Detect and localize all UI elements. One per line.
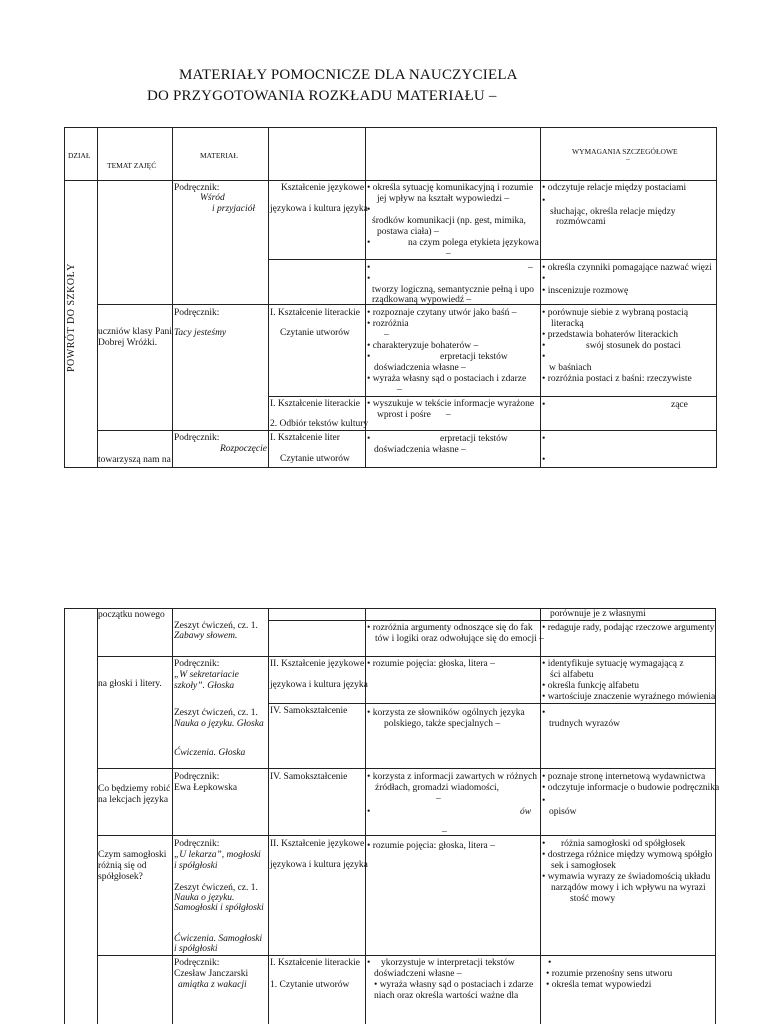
table-1-col-line xyxy=(97,127,98,467)
requirement-item: postawa ciała) – xyxy=(377,227,439,237)
requirement-item: • określa sytuację komunikacyjną i rozumie xyxy=(367,183,534,193)
material-label: Podręcznik: xyxy=(174,659,220,669)
material-title: „W sekretariacie xyxy=(174,670,239,680)
area-label: językowa i kultura języka xyxy=(270,860,368,870)
table-1-col-line xyxy=(540,127,541,467)
detailed-requirement: • inscenizuje rozmowę xyxy=(542,286,629,296)
detailed-requirement: trudnych wyrazów xyxy=(549,719,620,729)
detailed-requirement: ści alfabetu xyxy=(550,670,594,680)
area-label: II. Kształcenie językowe xyxy=(270,839,365,849)
lesson-topic: na lekcjach języka xyxy=(98,795,169,805)
detailed-requirement: • dostrzega różnice między wymową spółgło xyxy=(542,850,713,860)
material-title: Ćwiczenia. Samogłoski xyxy=(174,934,263,944)
requirement-item: • rozumie pojęcia: głoska, litera – xyxy=(367,841,495,851)
requirement-item: • xyxy=(367,263,371,273)
requirement-item: źródłach, gromadzi wiadomości, xyxy=(375,783,499,793)
requirement-item: • wyraża własny sąd o postaciach i zdarze xyxy=(367,374,527,384)
detailed-requirement: opisów xyxy=(549,807,577,817)
table-1-row-line xyxy=(268,259,716,260)
detailed-requirement: • xyxy=(542,274,546,284)
material-label: Podręcznik: xyxy=(174,958,220,968)
detailed-requirement: w baśniach xyxy=(549,363,592,373)
table-2-row-line xyxy=(97,656,716,657)
requirement-item: wprost i pośre xyxy=(377,410,431,420)
requirement-item: na czym polega etykieta językowa xyxy=(408,238,539,248)
area-label: Czytanie utworów xyxy=(280,328,350,338)
header-wymagania-dash: – xyxy=(626,154,630,163)
requirement-item: • rozpoznaje czytany utwór jako baśń – xyxy=(367,308,517,318)
detailed-requirement: • xyxy=(542,708,546,718)
lesson-topic: Dobrej Wróżki. xyxy=(98,338,158,348)
requirement-item: • xyxy=(367,205,371,215)
requirement-item: erpretacji tekstów xyxy=(440,434,508,444)
area-label: 2. Odbiór tekstów kultury xyxy=(270,419,369,429)
requirement-item: ykorzystuje w interpretacji tekstów xyxy=(381,958,515,968)
table-1-col-line xyxy=(268,127,269,467)
requirement-item: – xyxy=(397,385,402,395)
lesson-topic: początku nowego xyxy=(98,610,165,620)
material-label: Podręcznik: xyxy=(174,308,220,318)
detailed-requirement: narządów mowy i ich wpływu na wyrazi xyxy=(551,883,706,893)
requirement-item: ów xyxy=(520,807,532,817)
material-label: Zeszyt ćwiczeń, cz. 1. xyxy=(174,621,258,631)
detailed-requirement: • określa temat wypowiedzi xyxy=(546,980,652,990)
table-1-col-line xyxy=(172,127,173,467)
material-title: amiątka z wakacji xyxy=(178,980,247,990)
header-wymagania: WYMAGANIA SZCZEGÓŁOWE xyxy=(572,147,678,156)
detailed-requirement: stość mowy xyxy=(570,894,616,904)
table-2-col-line xyxy=(172,608,173,1024)
requirement-item: – xyxy=(442,827,447,837)
detailed-requirement: • odczytuje informacje o budowie podręcznika xyxy=(542,783,720,793)
detailed-requirement: • identyfikuje sytuację wymagającą z xyxy=(542,659,684,669)
requirement-item: – xyxy=(436,794,441,804)
detailed-requirement: • określa czynniki pomagające nazwać więzi xyxy=(542,263,712,273)
requirement-item: • rozróżnia argumenty odnoszące się do fak xyxy=(367,623,533,633)
area-label: IV. Samokształcenie xyxy=(270,772,348,782)
detailed-requirement: • wartościuje znaczenie wyraźnego mówienia xyxy=(542,692,716,702)
material-title: Wśród xyxy=(200,193,225,203)
lesson-topic: spółgłosek? xyxy=(98,872,143,882)
material-label: Podręcznik: xyxy=(174,839,220,849)
material-title: Tacy jesteśmy xyxy=(174,328,227,338)
lesson-topic: na głoski i litery. xyxy=(98,679,162,689)
material-title: Rozpoczęcie xyxy=(220,444,267,454)
area-label: Kształcenie językowe xyxy=(281,183,365,193)
detailed-requirement: • xyxy=(542,455,546,465)
table-2-col-line xyxy=(268,608,269,1024)
detailed-requirement: • poznaje stronę internetową wydawnictwa xyxy=(542,772,706,782)
material-label: Podręcznik: xyxy=(174,772,220,782)
requirement-item: • xyxy=(367,958,371,968)
requirement-item: tów i logiki oraz odwołujące się do emocji – xyxy=(375,634,544,644)
requirement-item: erpretacji tekstów xyxy=(440,352,508,362)
area-label: 1. Czytanie utworów xyxy=(270,980,350,990)
requirement-item: polskiego, także specjalnych – xyxy=(384,719,501,729)
requirement-item: • wyszukuje w tekście informacje wyrażone xyxy=(367,399,535,409)
requirement-item: środków komunikacji (np. gest, mimika, xyxy=(372,216,526,226)
detailed-requirement: sek i samogłosek xyxy=(551,861,616,871)
requirement-item: • xyxy=(367,274,371,284)
area-label: Czytanie utworów xyxy=(280,454,350,464)
table-2-row-line xyxy=(97,835,716,836)
header-temat: TEMAT ZAJĘĆ xyxy=(107,161,157,170)
detailed-requirement: • xyxy=(542,352,546,362)
material-label: Zeszyt ćwiczeń, cz. 1. xyxy=(174,883,258,893)
requirement-item: – xyxy=(446,410,451,420)
material-title: Zabawy słowem. xyxy=(174,631,238,641)
area-label: I. Kształcenie literackie xyxy=(270,958,360,968)
material-title: i przyjaciół xyxy=(212,204,256,214)
area-label: językowa i kultura języka xyxy=(270,680,368,690)
requirement-item: • wyraża własny sąd o postaciach i zdarze xyxy=(374,980,534,990)
material-title: Nauka o języku. Głoska xyxy=(174,719,264,729)
section-label: POWRÓT DO SZKOŁY xyxy=(66,263,77,372)
requirement-item: niach oraz określa wartości ważne dla xyxy=(374,991,519,1001)
document-title-line-2: DO PRZYGOTOWANIA ROZKŁADU MATERIAŁU – xyxy=(147,88,497,104)
lesson-topic: towarzyszą nam na xyxy=(98,455,171,465)
table-2-col-line xyxy=(64,608,65,1024)
requirement-item: rządkowaną wypowiedź – xyxy=(372,295,472,305)
table-2-col-line xyxy=(540,608,541,1024)
detailed-requirement: • wymawia wyrazy ze świadomością układu xyxy=(542,872,711,882)
requirement-item: • korzysta ze słowników ogólnych języka xyxy=(367,708,525,718)
table-2-col-line xyxy=(365,608,366,1024)
requirement-item: • charakteryzuje bohaterów – xyxy=(367,341,479,351)
requirement-item: tworzy logiczną, semantycznie pełną i upo xyxy=(372,285,534,295)
material-title: Ćwiczenia. Głoska xyxy=(174,748,246,758)
detailed-requirement: • porównuje siebie z wybraną postacią xyxy=(542,308,689,318)
requirement-item: – xyxy=(446,249,451,259)
material-title: i spółgłoski xyxy=(174,944,218,954)
detailed-requirement: • xyxy=(542,434,546,444)
material-title: Nauka o języku. xyxy=(174,893,235,903)
area-label: IV. Samokształcenie xyxy=(270,706,348,716)
requirement-item: – xyxy=(384,330,389,340)
table-2-col-line xyxy=(715,608,716,1024)
material-label: Podręcznik: xyxy=(174,183,220,193)
detailed-requirement: • xyxy=(542,196,546,206)
area-label: I. Kształcenie liter xyxy=(270,433,340,443)
area-label: językowa i kultura języka xyxy=(270,204,368,214)
lesson-topic: Co będziemy robić xyxy=(98,784,171,794)
table-2-row-line xyxy=(97,768,716,769)
detailed-requirement: • xyxy=(542,341,546,351)
detailed-requirement: • redaguje rady, podając rzeczowe argumenty xyxy=(542,623,715,633)
header-material: MATERIAŁ xyxy=(200,151,238,160)
requirement-item: • xyxy=(367,434,371,444)
requirement-item: • rozróżnia xyxy=(367,319,409,329)
detailed-requirement: • xyxy=(542,839,546,849)
detailed-requirement: • xyxy=(548,958,552,968)
detailed-requirement: literacką xyxy=(551,319,584,329)
table-2-row-line xyxy=(97,955,716,956)
requirement-item: – xyxy=(528,263,533,273)
table-2-col-line xyxy=(97,608,98,1024)
requirement-item: • xyxy=(367,238,371,248)
material-author: Ewa Łepkowska xyxy=(174,783,238,793)
detailed-requirement: porównuje je z własnymi xyxy=(550,609,646,619)
lesson-topic: uczniów klasy Pani xyxy=(98,327,172,337)
detailed-requirement: • określa funkcję alfabetu xyxy=(542,681,639,691)
material-title: Samogłoski i spółgłoski xyxy=(174,903,264,913)
requirement-item: • xyxy=(367,807,371,817)
header-dzial: DZIAŁ xyxy=(68,151,91,160)
detailed-requirement: • xyxy=(542,400,546,410)
requirement-item: doświadczeni własne – xyxy=(374,969,462,979)
detailed-requirement: • rozumie przenośny sens utworu xyxy=(546,969,673,979)
detailed-requirement: • przedstawia bohaterów literackich xyxy=(542,330,679,340)
area-label: I. Kształcenie literackie xyxy=(270,308,360,318)
detailed-requirement: słuchając, określa relacje między xyxy=(550,207,676,217)
requirement-item: doświadczenia własne – xyxy=(374,445,466,455)
detailed-requirement: rozmówcami xyxy=(556,217,606,227)
table-2-row-line xyxy=(268,620,716,621)
lesson-topic: różnią się od xyxy=(98,861,147,871)
table-1-row-line xyxy=(268,396,716,397)
area-label: II. Kształcenie językowe xyxy=(270,659,365,669)
detailed-requirement: różnia samogłoski od spółgłosek xyxy=(561,839,686,849)
material-title: „U lekarza”, mogłoski xyxy=(174,850,261,860)
requirement-item: • xyxy=(367,352,371,362)
area-label: I. Kształcenie literackie xyxy=(270,399,360,409)
requirement-item: doświadczenia własne – xyxy=(374,363,466,373)
table-1-row-line xyxy=(64,180,716,181)
material-title: i spółgłoski xyxy=(174,861,218,871)
detailed-requirement: zące xyxy=(671,400,688,410)
document-title-line-1: MATERIAŁY POMOCNICZE DLA NAUCZYCIELA xyxy=(179,67,518,83)
detailed-requirement: • xyxy=(542,796,546,806)
table-2-row-line xyxy=(268,703,716,704)
material-label: Podręcznik: xyxy=(174,433,220,443)
requirement-item: jej wpływ na kształt wypowiedzi – xyxy=(377,194,510,204)
requirement-item: • rozumie pojęcia: głoska, litera – xyxy=(367,659,495,669)
lesson-topic: Czym samogłoski xyxy=(98,850,167,860)
detailed-requirement: swój stosunek do postaci xyxy=(586,341,681,351)
detailed-requirement: • odczytuje relacje między postaciami xyxy=(542,183,687,193)
material-label: Zeszyt ćwiczeń, cz. 1. xyxy=(174,708,258,718)
detailed-requirement: • rozróżnia postaci z baśni: rzeczywiste xyxy=(542,374,692,384)
material-title: szkoły”. Głoska xyxy=(174,681,235,691)
table-1-row-line xyxy=(97,430,716,431)
requirement-item: • korzysta z informacji zawartych w różnych xyxy=(367,772,538,782)
table-1-col-line xyxy=(365,127,366,467)
material-author: Czesław Janczarski xyxy=(174,969,249,979)
